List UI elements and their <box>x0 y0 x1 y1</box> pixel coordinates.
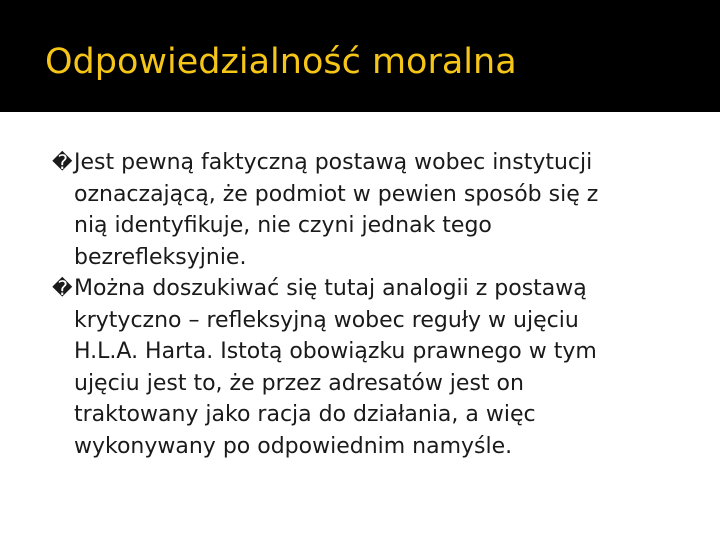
bullet-text-line: Jest pewną faktyczną postawą wobec instytucji <box>74 150 593 175</box>
bullet-text-line: bezrefleksyjnie. <box>74 244 247 270</box>
bullet-item <box>52 147 692 273</box>
slide-body <box>52 147 692 462</box>
bullet-marker-icon: � <box>52 150 73 174</box>
bullet-marker-icon: � <box>52 276 73 300</box>
title-bar <box>0 0 720 112</box>
bullet-text-line: ujęciu jest to, że przez adresatów jest on <box>74 370 524 396</box>
bullet-item <box>52 273 692 462</box>
slide-title: Odpowiedzialność moralna <box>45 42 517 82</box>
bullet-text-line: krytyczno – refleksyjną wobec reguły w ujęciu <box>74 307 579 333</box>
bullet-text-line: H.L.A. Harta. Istotą obowiązku prawnego w tym <box>74 339 597 364</box>
bullet-text-line: traktowany jako racja do działania, a więc <box>74 402 536 427</box>
bullet-text-line: oznaczającą, że podmiot w pewien sposób się z <box>74 181 599 207</box>
bullet-text-line: Można doszukiwać się tutaj analogii z postawą <box>74 276 587 301</box>
bullet-text-line: wykonywany po odpowiednim namyśle. <box>74 433 513 459</box>
bullet-text-line: nią identyfikuje, nie czyni jednak tego <box>74 213 492 238</box>
